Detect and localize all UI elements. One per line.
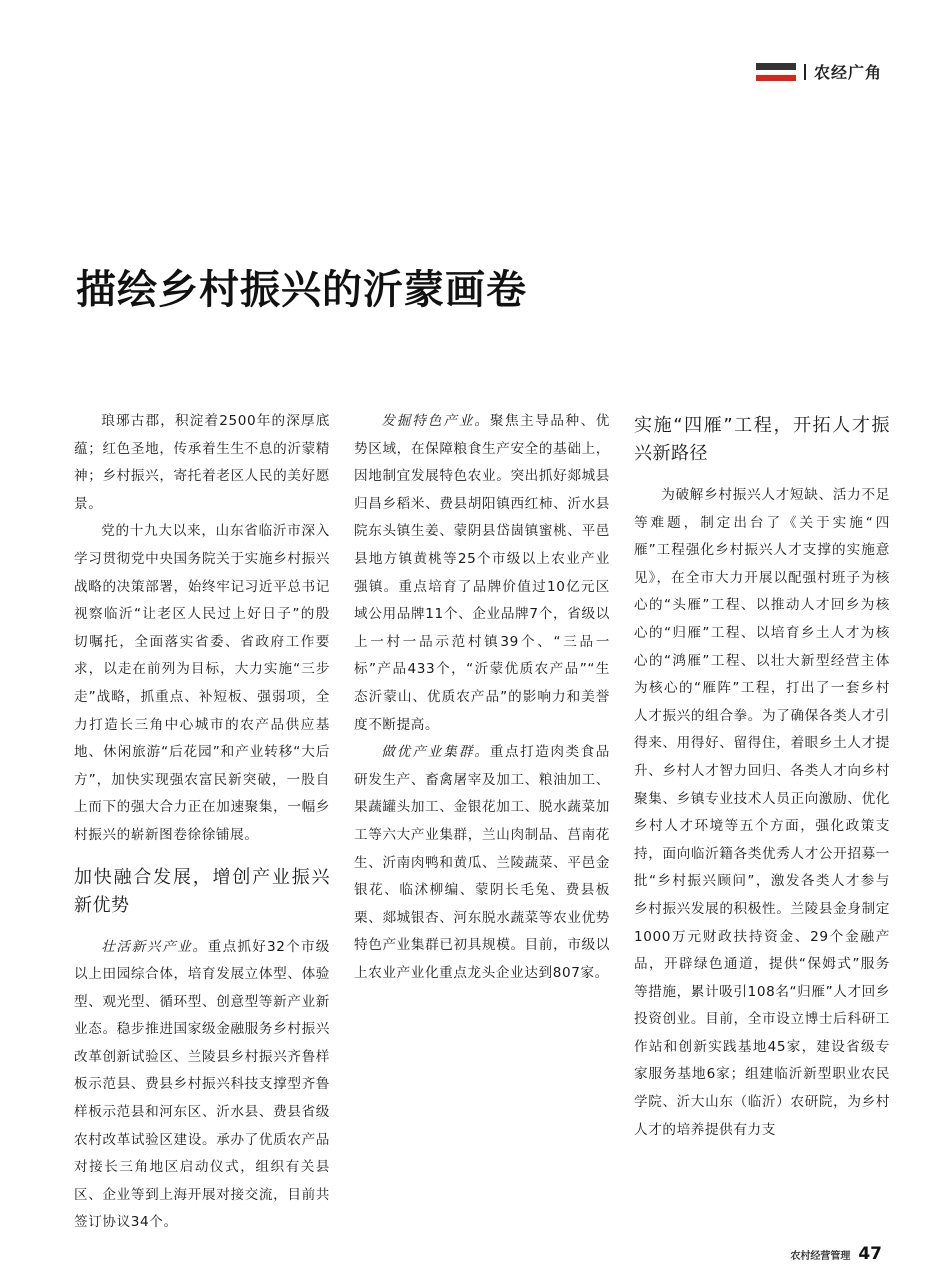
article-column-1: [74, 408, 330, 1237]
paragraph-lead: 壮活新兴产业。: [101, 938, 208, 955]
magazine-name: 农村经营管理: [790, 1251, 851, 1262]
page-footer: [790, 1244, 882, 1264]
intro-paragraph: 党的十九大以来，山东省临沂市深入学习贯彻党中央国务院关于实施乡村振兴战略的决策部署，始终牢记习近平总书记视察临沂“让老区人民过上好日子”的殷切嘱托，全面落实省委、省政府工作要求，以走在前列为目标，大力实施“三步走”战略，抓重点、补短板、强弱项，全力打造长三角中心城市的农产品供应基地、休闲旅游“后花园”和产业转移“大后方”，加快实现强农富民新突破，一股自上而下的强大合力正在加速聚集，一幅乡村振兴的崭新图卷徐徐铺展。: [74, 523, 330, 843]
section-name: 农经广角: [813, 63, 882, 82]
header-divider: [804, 64, 806, 80]
magazine-logo-icon: [756, 63, 796, 81]
article-column-2: [354, 408, 610, 987]
body-paragraph: 壮活新兴产业。重点抓好32个市级以上田园综合体，培育发展立体型、体验型、观光型、循环型、创意型等新产业新业态。稳步推进国家级金融服务乡村振兴改革创新试验区、兰陵县乡村振兴齐鲁样板示范县、费县乡村振兴科技支撑型齐鲁样板示范县和河东区、沂水县、费县省级农村改革试验区建设。承办了优质农产品对接长三角地区启动仪式，组织有关县区、企业等到上海开展对接交流，目前共签订协议34个。: [74, 938, 331, 1231]
paragraph-lead: 做优产业集群。: [381, 744, 490, 761]
section-heading: 实施“四雁”工程，开拓人才振兴新路径: [634, 415, 890, 464]
page-number: 47: [858, 1244, 882, 1264]
intro-paragraph: 琅琊古郡，积淀着2500年的深厚底蕴；红色圣地，传承着生生不息的沂蒙精神；乡村振兴，寄托着老区人民的美好愿景。: [74, 413, 330, 512]
page-header: [756, 60, 882, 83]
body-paragraph: 为破解乡村振兴人才短缺、活力不足等难题，制定出台了《关于实施“四雁”工程强化乡村振兴人才支撑的实施意见》，在全市大力开展以配强村班子为核心的“头雁”工程、以推动人才回乡为核心的“归雁”工程、以培育乡土人才为核心的“鸿雁”工程、以壮大新型经营主体为核心的“雁阵”工程，打出了一套乡村人才振兴的组合拳。为了确保各类人才引得来、用得好、留得住，着眼乡土人才提升、乡村人才智力回归、各类人才向乡村聚集、乡镇专业技术人员正向激励、优化乡村人才环境等五个方面，强化政策支持，面向临沂籍各类优秀人才公开招募一批“乡村振兴顾问”，激发各类人才参与乡村振兴发展的积极性。兰陵县金身制定1000万元财政扶持资金、29个金融产品，开辟绿色通道，提供“保姆式”服务等措施，累计吸引108名“归雁”人才回乡投资创业。目前，全市设立博士后科研工作站和创新实践基地45家，建设省级专家服务基地6家；组建临沂新型职业农民学院、沂大山东（临沂）农研院，为乡村人才的培养提供有力支: [634, 487, 890, 1138]
body-paragraph: 发掘特色产业。聚焦主导品种、优势区域，在保障粮食生产安全的基础上，因地制宜发展特色农业。突出抓好郯城县归昌乡稻米、费县胡阳镇西红柿、沂水县院东头镇生姜、蒙阴县岱崮镇蜜桃、平邑县地方镇黄桃等25个市级以上农业产业强镇。重点培育了品牌价值过10亿元区域公用品牌11个、企业品牌7个，省级以上一村一品示范村镇39个、“三品一标”产品433个，“沂蒙优质农产品”“生态沂蒙山、优质农产品”的影响力和美誉度不断提高。: [354, 413, 610, 733]
section-heading: 加快融合发展，增创产业振兴新优势: [74, 866, 330, 916]
paragraph-lead: 发掘特色产业。: [381, 413, 490, 429]
body-paragraph: 做优产业集群。重点打造肉类食品研发生产、畜禽屠宰及加工、粮油加工、果蔬罐头加工、金银花加工、脱水蔬菜加工等六大产业集群，兰山肉制品、莒南花生、沂南肉鸭和黄瓜、兰陵蔬菜、平邑金银花、临沭柳编、蒙阴长毛兔、费县板栗、郯城银杏、河东脱水蔬菜等农业优势特色产业集群已初具规模。目前，市级以上农业产业化重点龙头企业达到807家。: [354, 744, 610, 981]
article-title: 描绘乡村振兴的沂蒙画卷: [76, 267, 527, 313]
article-column-3: [634, 408, 890, 1144]
